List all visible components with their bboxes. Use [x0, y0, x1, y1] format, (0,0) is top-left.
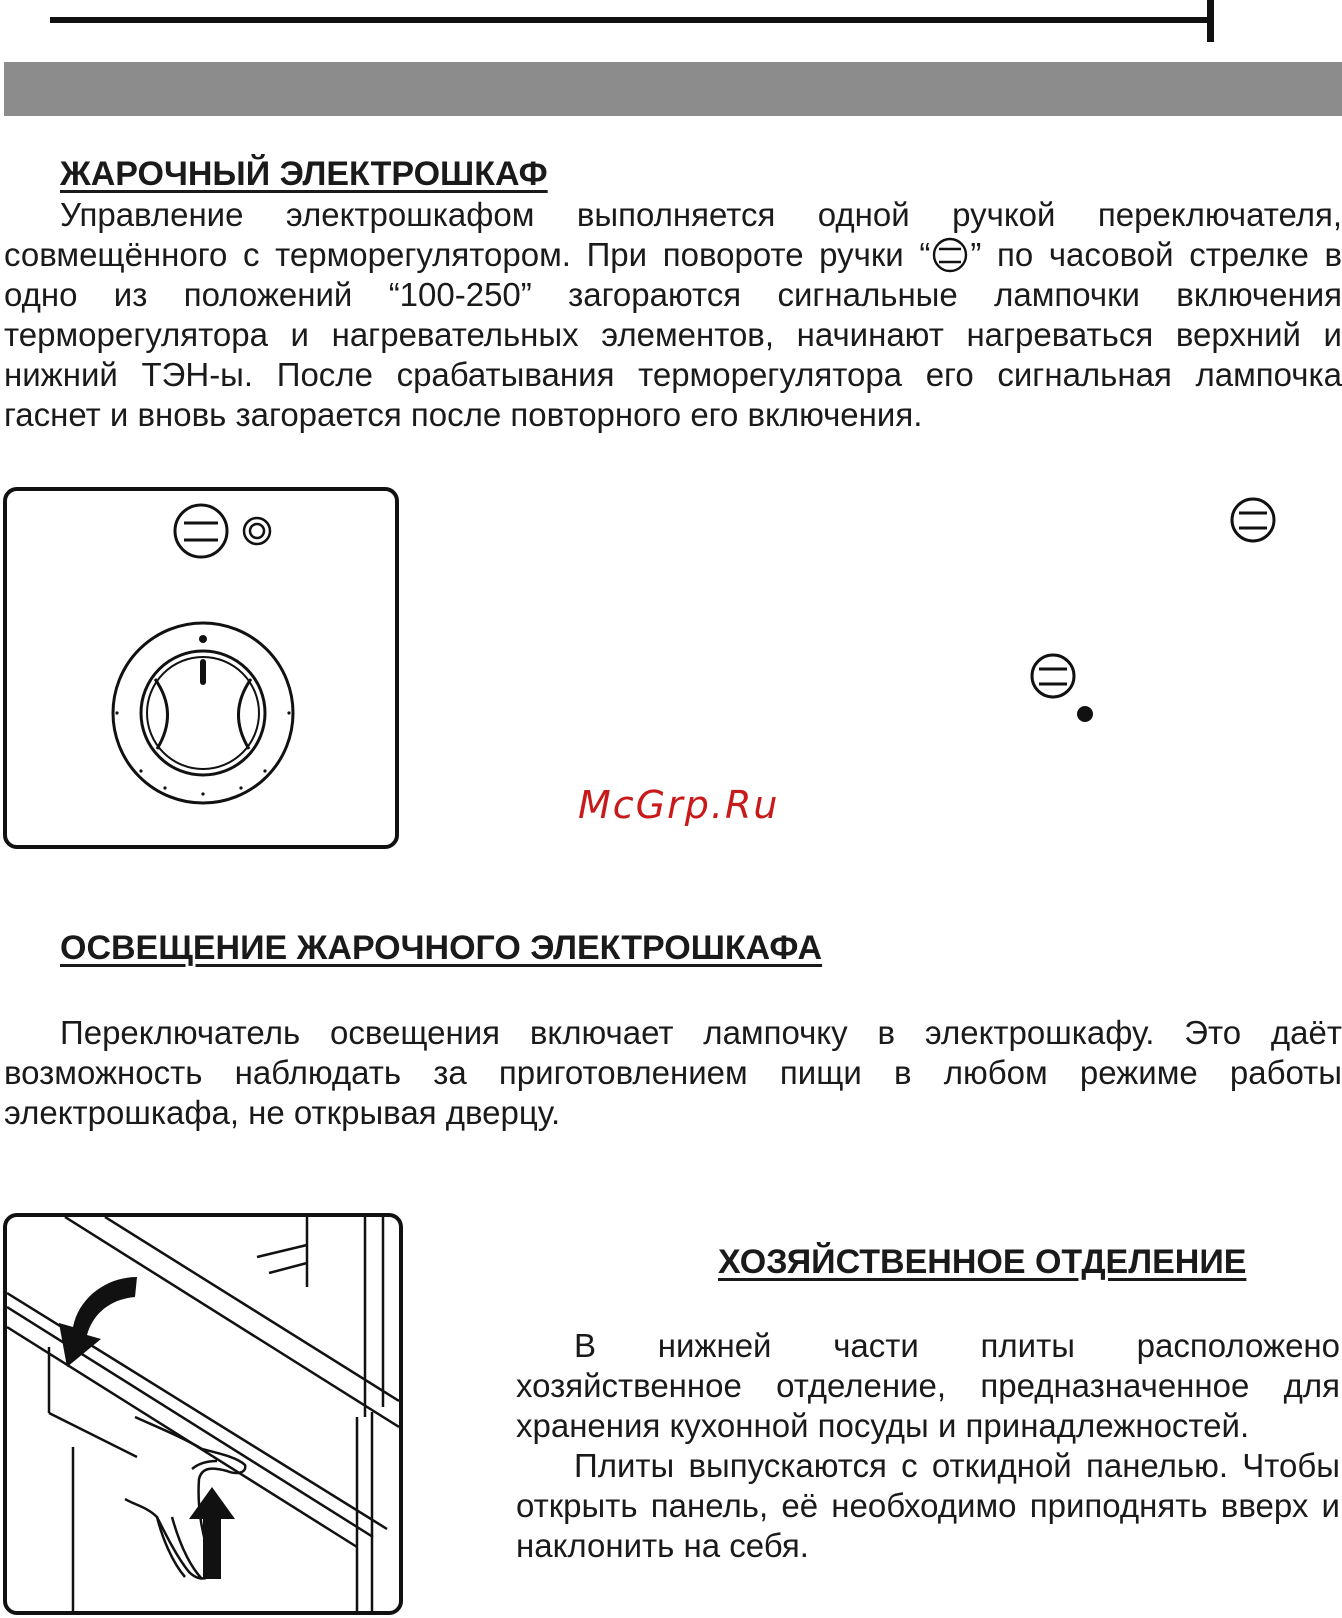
oven-description [4, 195, 1342, 435]
storage-panel-instructions: Плиты выпускаются с откидной панелью. Чтобы открыть панель, её необходимо приподнять вверх и наклонить на себя. [516, 1447, 1340, 1564]
watermark: McGrp.Ru [578, 783, 780, 827]
oven-symbol-icon [1029, 652, 1077, 700]
oven-knob-icon [113, 623, 293, 803]
control-panel-illustration [3, 487, 399, 849]
oven-description-rest: в одно из положений “100-250” загораются сигнальные лампочки включения терморегулятора и нагревательных элементов, начинают нагреваться верхний и нижний ТЭН-ы. После срабатывания терморегулятора его сигнальная лампочка гаснет и вновь загорается после повторного его включения. [4, 236, 1342, 433]
lighting-description: Переключатель освещения включает лампочку в электрошкафу. Это даёт возможность наблюдать за приготовлением пищи в любом режиме работы электрошкафа, не открывая дверцу. [4, 1014, 1342, 1131]
curved-arrow-icon [59, 1277, 137, 1367]
oven-symbol-icon [930, 237, 970, 273]
section-heading-oven: ЖАРОЧНЫЙ ЭЛЕКТРОШКАФ [60, 155, 548, 193]
top-rule-end [1207, 0, 1214, 42]
indicator-lamp-icon [244, 518, 270, 544]
storage-panel-drawing [7, 1217, 399, 1611]
top-rule [50, 17, 1212, 23]
dot-marker-icon [1076, 705, 1094, 723]
oven-description-line2b: ” по часовой стрелке [970, 236, 1309, 273]
storage-description: В нижней части плиты расположено хозяйственное отделение, предназначенное для хранения кухонной посуды и принадлежностей. [516, 1327, 1340, 1444]
oven-description-line2a: совмещённого с терморегулятором. При повороте ручки “ [4, 236, 931, 273]
oven-symbol-icon [1229, 496, 1277, 544]
oven-description-line1: Управление электрошкафом выполняется одной ручкой переключателя, [60, 196, 1342, 233]
control-panel-drawing [7, 491, 395, 845]
section-heading-storage: ХОЗЯЙСТВЕННОЕ ОТДЕЛЕНИЕ [718, 1243, 1247, 1281]
up-arrow-icon [189, 1487, 235, 1579]
storage-panel-illustration [3, 1213, 403, 1615]
oven-symbol-icon [175, 505, 227, 557]
section-heading-lighting: ОСВЕЩЕНИЕ ЖАРОЧНОГО ЭЛЕКТРОШКАФА [60, 929, 823, 967]
header-bar [4, 62, 1342, 116]
